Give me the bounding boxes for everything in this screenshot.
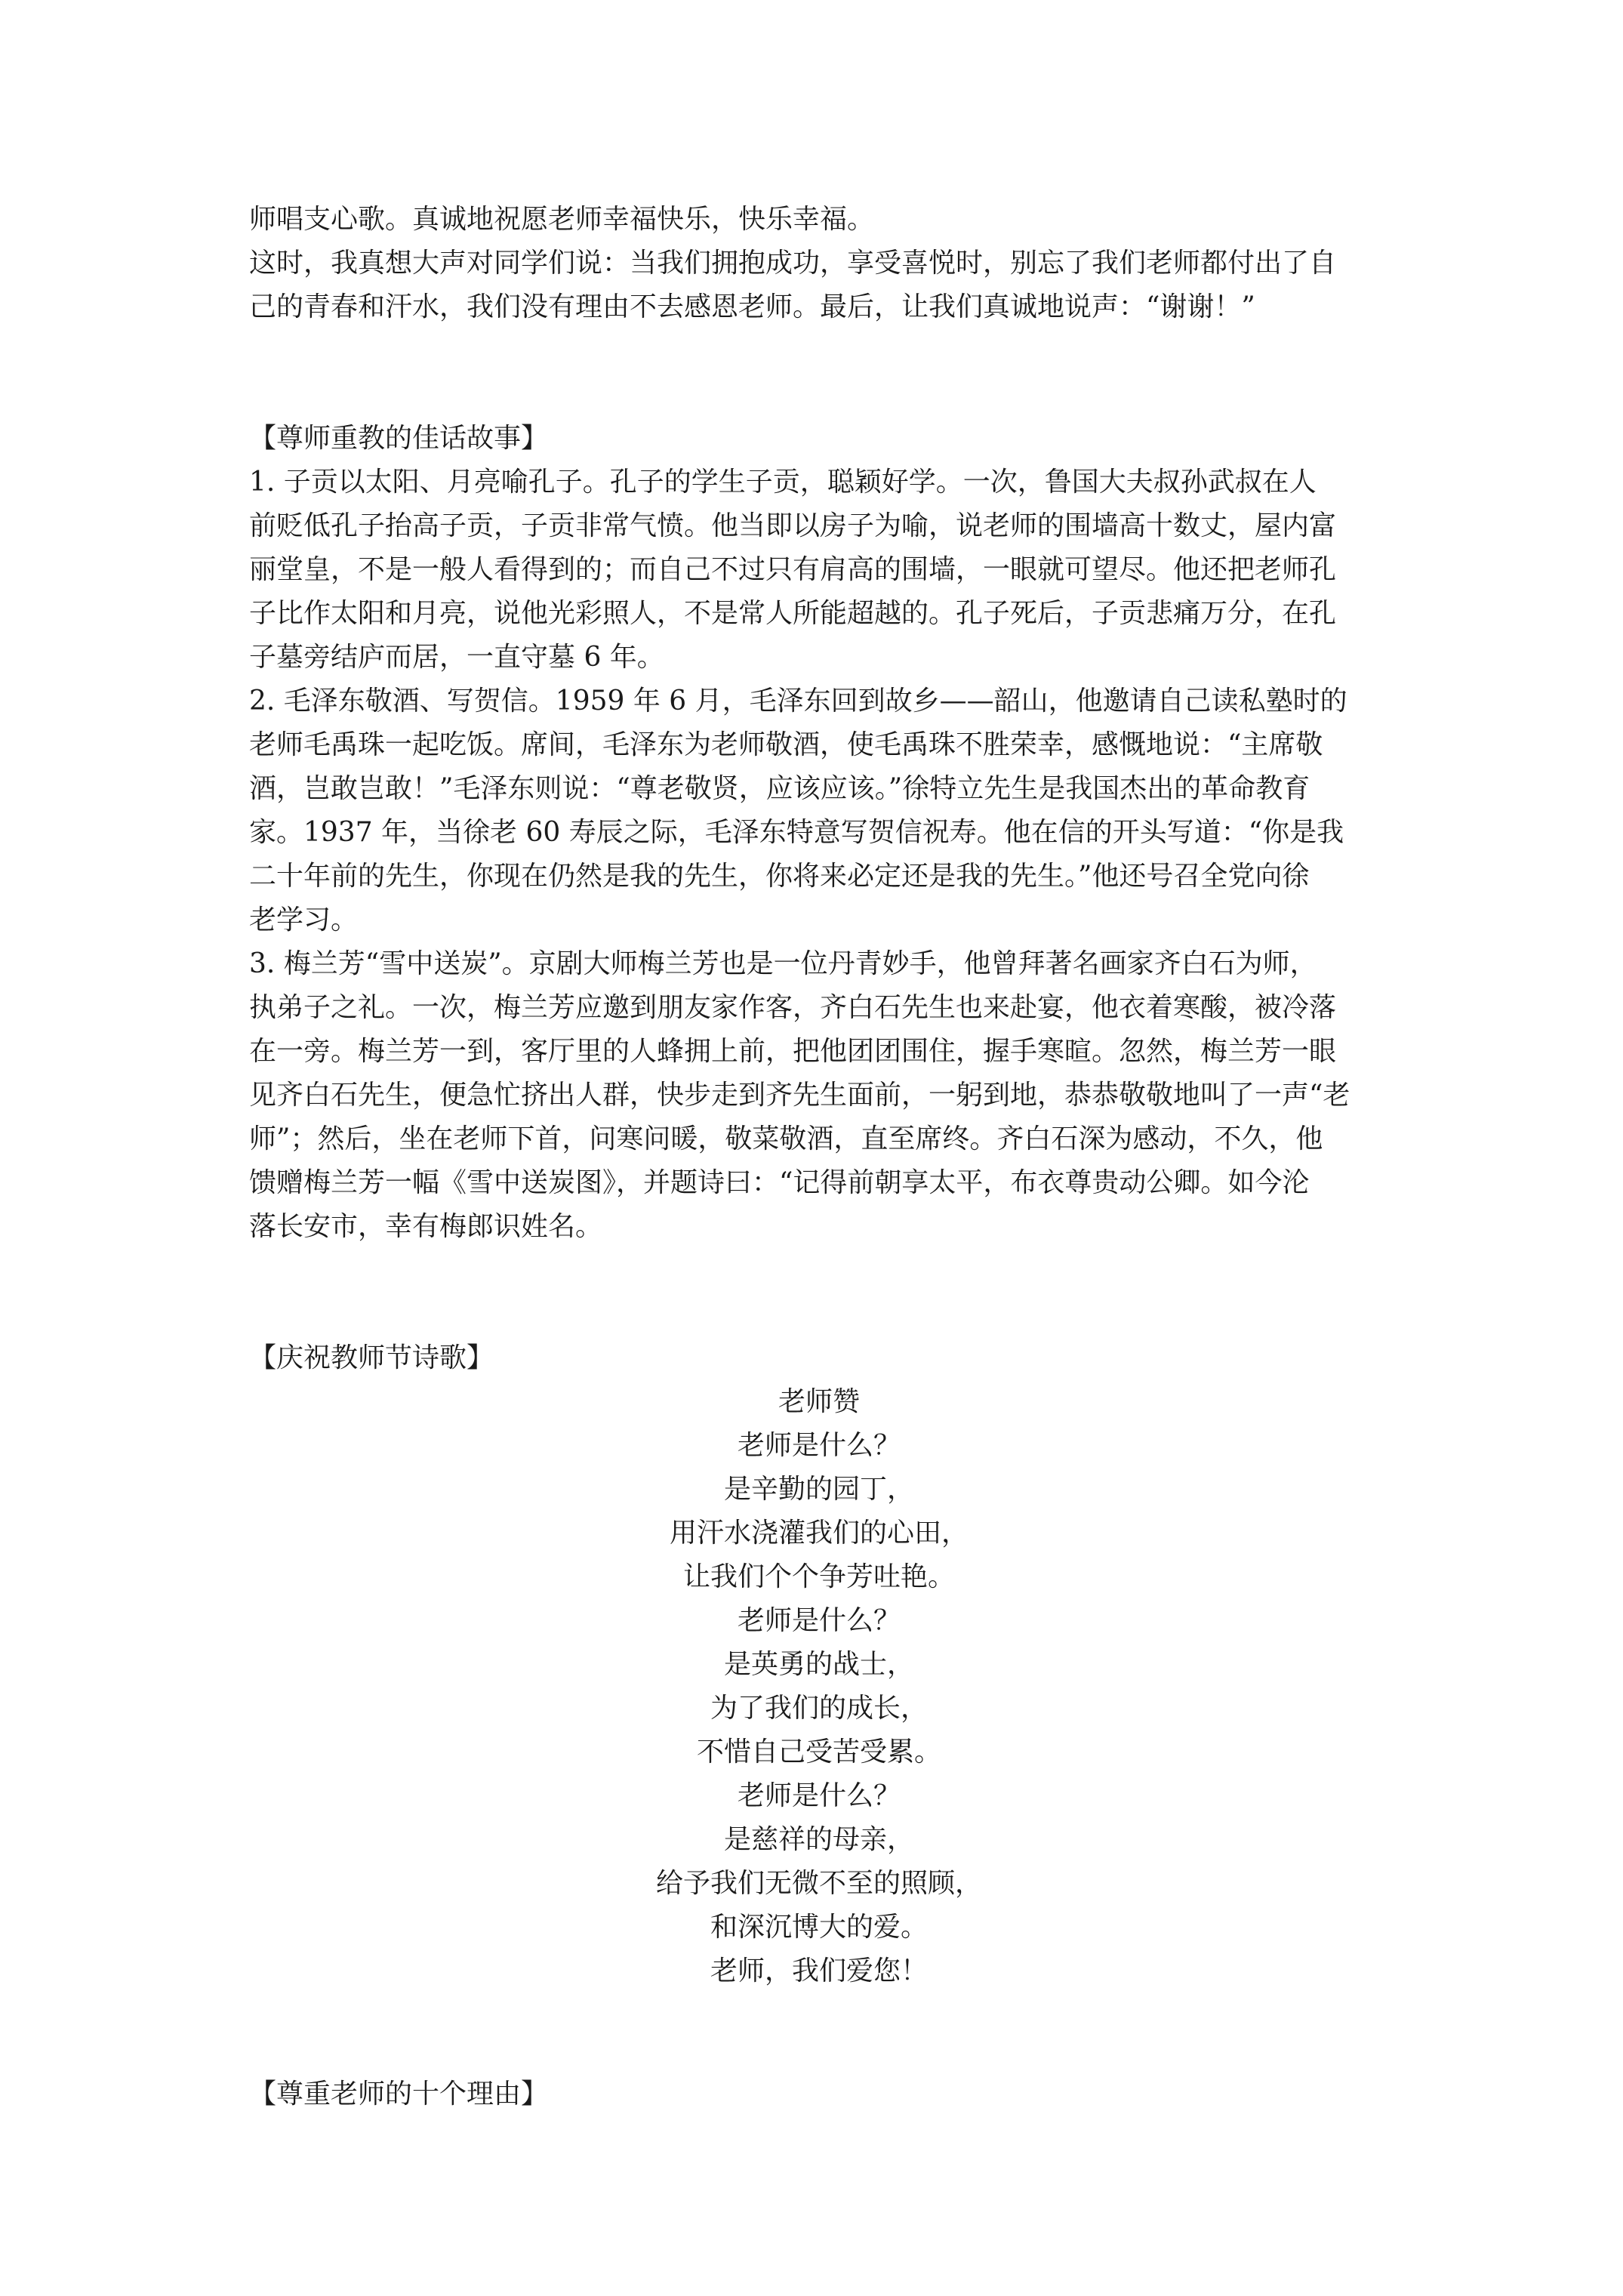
text-line: 2. 毛泽东敬酒、写贺信。1959 年 6 月，毛泽东回到故乡——韶山，他邀请自己读私塾时的	[249, 686, 1347, 717]
poem-line: 老师是什么？	[737, 1430, 901, 1461]
text-line: 馈赠梅兰芳一幅《雪中送炭图》，并题诗曰：“记得前朝享太平，布衣尊贵动公卿。如今沦	[249, 1167, 1310, 1198]
text-line: 子比作太阳和月亮，说他光彩照人，不是常人所能超越的。孔子死后，子贡悲痛万分，在孔	[249, 598, 1337, 629]
poem-section	[249, 1336, 1389, 1993]
section-heading: 【尊重老师的十个理由】	[249, 2079, 549, 2110]
text-line: 1. 子贡以太阳、月亮喻孔子。孔子的学生子贡，聪颖好学。一次，鲁国大夫叔孙武叔在人	[249, 467, 1317, 498]
text-line: 老师毛禹珠一起吃饭。席间，毛泽东为老师敬酒，使毛禹珠不胜荣幸，感慨地说：“主席敬	[249, 729, 1323, 760]
stories-section	[249, 417, 1389, 1249]
poem-line: 是英勇的战士，	[723, 1649, 914, 1680]
text-line: 二十年前的先生，你现在仍然是我的先生，你将来必定还是我的先生。”他还号召全党向徐	[249, 861, 1310, 892]
text-line: 子墓旁结庐而居，一直守墓 6 年。	[249, 642, 664, 673]
text-line: 己的青春和汗水，我们没有理由不去感恩老师。最后，让我们真诚地说声：“谢谢！”	[249, 291, 1255, 322]
text-line: 酒，岂敢岂敢！”毛泽东则说：“尊老敬贤，应该应该。”徐特立先生是我国杰出的革命教育	[249, 773, 1310, 804]
text-line: 见齐白石先生，便急忙挤出人群，快步走到齐先生面前，一躬到地，恭恭敬敬地叫了一声“老	[249, 1080, 1350, 1111]
text-line: 老学习。	[249, 905, 359, 935]
text-line: 师唱支心歌。真诚地祝愿老师幸福快乐，快乐幸福。	[249, 204, 875, 235]
text-line: 家。1937 年，当徐老 60 寿辰之际，毛泽东特意写贺信祝寿。他在信的开头写道：“你是我	[249, 817, 1344, 848]
poem-line: 是慈祥的母亲，	[723, 1824, 914, 1855]
poem-line: 和深沉博大的爱。	[710, 1912, 928, 1943]
poem-line: 让我们个个争芳吐艳。	[682, 1561, 955, 1592]
text-line: 师”；然后，坐在老师下首，问寒问暖，敬菜敬酒，直至席终。齐白石深为感动，不久，他	[249, 1123, 1323, 1154]
spacer	[249, 329, 1389, 417]
poem-line: 用汗水浇灌我们的心田，	[669, 1518, 969, 1549]
poem-line: 老师是什么？	[737, 1605, 901, 1636]
poem-line: 老师是什么？	[737, 1780, 901, 1811]
poem-line: 是辛勤的园丁，	[723, 1474, 914, 1505]
text-line: 3. 梅兰芳“雪中送炭”。京剧大师梅兰芳也是一位丹青妙手，他曾拜著名画家齐白石为师，	[249, 948, 1317, 979]
text-line: 前贬低孔子抬高子贡，子贡非常气愤。他当即以房子为喻，说老师的围墙高十数丈，屋内富	[249, 510, 1337, 541]
poem-title: 老师赞	[778, 1386, 860, 1417]
poem-line: 老师，我们爱您！	[710, 1955, 928, 1986]
text-line: 落长安市，幸有梅郎识姓名。	[249, 1211, 603, 1242]
poem-line: 为了我们的成长，	[710, 1693, 928, 1724]
poem-body	[249, 1380, 1389, 1993]
poem-line: 给予我们无微不至的照顾，	[655, 1868, 982, 1899]
document-body	[249, 198, 1389, 2116]
text-line: 在一旁。梅兰芳一到，客厅里的人蜂拥上前，把他团团围住，握手寒暄。忽然，梅兰芳一眼	[249, 1036, 1337, 1067]
spacer	[249, 1993, 1389, 2073]
intro-paragraph	[249, 198, 1389, 329]
text-line: 丽堂皇，不是一般人看得到的；而自己不过只有肩高的围墙，一眼就可望尽。他还把老师孔	[249, 554, 1337, 585]
poem-line: 不惜自己受苦受累。	[696, 1737, 941, 1767]
section-heading: 【庆祝教师节诗歌】	[249, 1342, 494, 1373]
spacer	[249, 1249, 1389, 1336]
text-line: 执弟子之礼。一次，梅兰芳应邀到朋友家作客，齐白石先生也来赴宴，他衣着寒酸，被冷落	[249, 992, 1337, 1023]
section-heading: 【尊师重教的佳话故事】	[249, 423, 549, 454]
reasons-section	[249, 2073, 1389, 2116]
text-line: 这时，我真想大声对同学们说：当我们拥抱成功，享受喜悦时，别忘了我们老师都付出了自	[249, 248, 1337, 279]
